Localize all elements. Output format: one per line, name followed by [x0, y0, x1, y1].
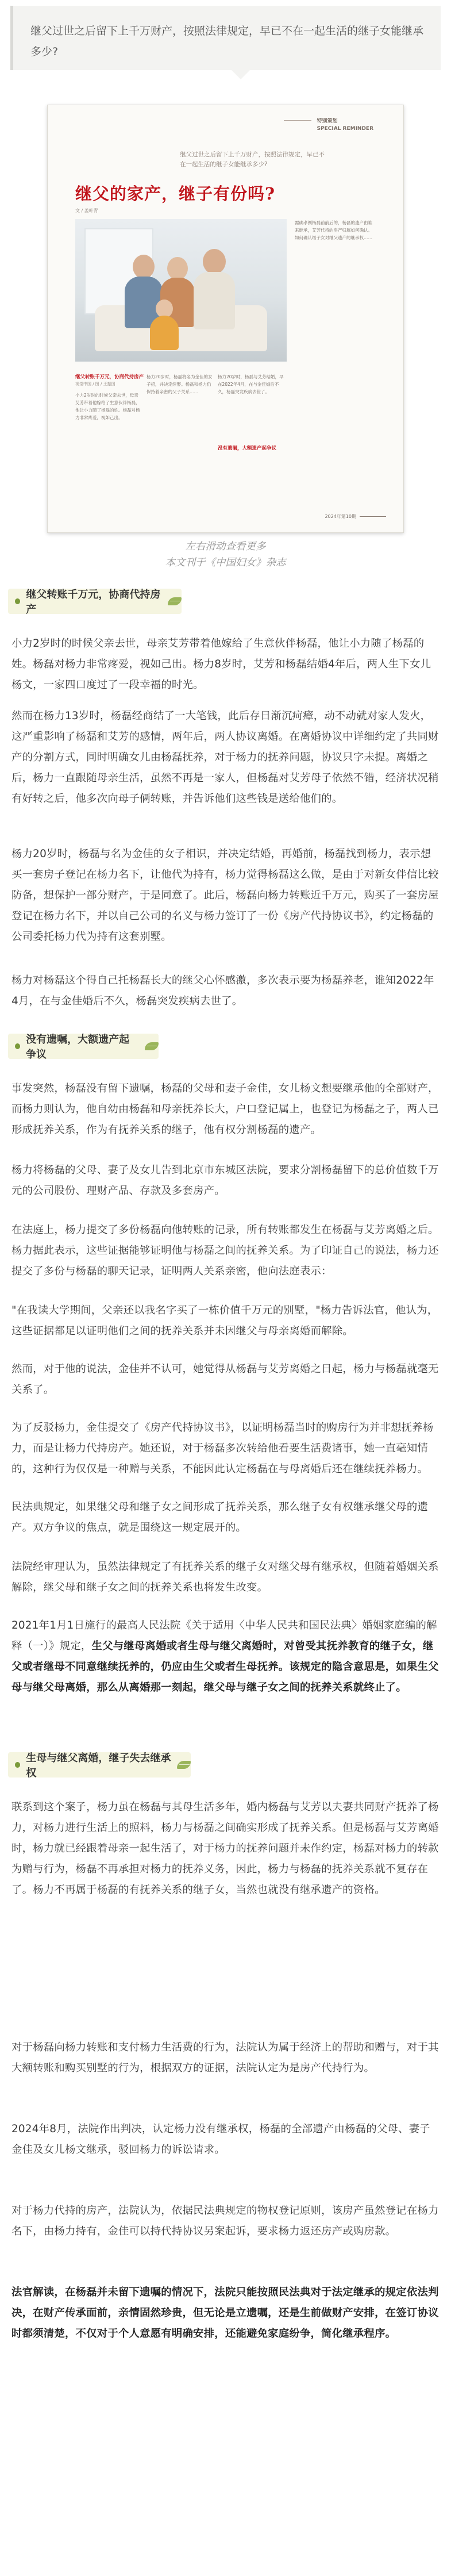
brand-rule — [284, 120, 311, 121]
quote-pointer — [232, 70, 250, 79]
leaf-icon — [168, 597, 182, 605]
person-body — [150, 316, 179, 350]
paragraph-6: 杨力将杨磊的父母、妻子及女儿告到北京市东城区法院，要求分割杨磊留下的总价值数千万元的公司股份、理财产品、存款及多套房产。 — [11, 1164, 439, 1197]
magazine-brand — [317, 118, 373, 133]
paragraph-17: 对于杨力代持的房产，法院认为，依据民法典规定的物权登记原则，该房产虽然登记在杨力名下，由杨力持有，金佳可以持代持协议另案起诉，要求杨力返还房产或购房款。 — [11, 2205, 439, 2237]
lead-quote-text: 继父过世之后留下上千万财产，按照法律规定，早已不在一起生活的继子女能继承多少? — [30, 25, 424, 58]
magazine-right-column: 需确孝例杨磊前前后的，杨磊的遗产由谁来继承，艾芳代持的房产归属如何确认。如何确认继子女对继父遗产的继承权…… — [295, 220, 372, 240]
footer-bar — [360, 516, 386, 517]
magazine-column-1: 小力2岁时的时候父亲去世，母亲艾芳带着他嫁给了生意伙伴杨磊，他让小力随了杨磊的姓。杨磊对杨力非常疼爱，视如己出。 — [75, 393, 140, 420]
paragraph-8: "在我读大学期间，父亲还以我名字买了一栋价值千万元的别墅，"杨力告诉法官，他认为，这些证据都足以证明他们之间的抚养关系并未因继父与母亲离婚而解除。 — [11, 1304, 438, 1337]
lead-quote — [10, 6, 441, 70]
section-title: 继父转账千万元，协商代持房产 — [26, 589, 161, 616]
paragraph-15: 对于杨磊向杨力转账和支付杨力生活费的行为，法院认为属于经济上的帮助和赠与，对于其大额转账和购买别墅的行为，根据双方的证据，法院认定为是房产代持行为。 — [11, 2041, 439, 2074]
paragraph-3: 杨力20岁时，杨磊与名为金佳的女子相识，并决定结婚，再婚前，杨磊找到杨力，表示想买一套房子登记在杨力名下，让他代为持有，杨力觉得杨磊这么做，是由于对新女伴信比较防备，想保护一部分财产，于是同意了。此后，杨磊向杨力转账近千万元，购买了一套房屋登记在杨力名下，并以自己公司的名义与杨力签订了一份《房产代持协议书》，约定杨磊的公司委托杨力代为持有这套别墅。 — [11, 848, 439, 943]
magazine-column-3: 杨力20岁时，杨磊与艾芳结婚，早在2022年4月，在与金佳婚后不久，杨磊突发疾病去世了。 — [218, 374, 284, 394]
brand-cn: 特别策划 — [317, 118, 338, 124]
paragraph-16: 2024年8月，法院作出判决，认定杨力没有继承权，杨磊的全部遗产由杨磊的父母、妻子金佳及女儿杨文继承，驳回杨力的诉讼请求。 — [11, 2123, 430, 2156]
paragraph-10: 为了反驳杨力，金佳提交了《房产代持协议书》，以证明杨磊当时的购房行为并非想抚养杨力，而是让杨力代持房产。她还说，对于杨磊多次转给他看要生活费诸事，她一直毫知情的，这种行为仅仅是一种赠与关系，不能因此认定杨磊在与母离婚后还在继续抚养杨力。 — [11, 1422, 434, 1475]
bullet-dot-icon — [15, 598, 20, 604]
section-heading-2 — [8, 1034, 159, 1059]
magazine-title: 继父的家产，继子有份吗? — [75, 184, 275, 204]
section-title: 没有遗嘱，大额遗产起争议 — [26, 1034, 130, 1061]
paragraph-18 — [11, 2282, 440, 2344]
paragraph-13-emphasis: 生父与继母离婚或者生母与继父离婚时，对曾受其抚养教育的继子女，继父或者继母不同意继续抚养的，仍应由生父或者生母抚养。该规定的隐含意思是，如果生父母与继父母离婚，那么从离婚那一刻起，继父母与继子女之间的抚养关系就终止了。 — [11, 1640, 439, 1694]
person-head — [133, 255, 155, 279]
section-heading-3 — [8, 1752, 191, 1778]
paragraph-13: 2021年1月1日施行的最高人民法院《关于适用〈中华人民共和国民法典〉婚姻家庭编的解释（一）》规定，生父与继母离婚或者生母与继父离婚时，对曾受其抚养教育的继子女，继父或者继母不同意继续抚养的，仍应由生父或者生母抚养。该规定的隐含意思是，如果生父母与继父母离婚，那么从离婚那一刻起，继父母与继子女之间的抚养关系就终止了。 — [11, 1619, 439, 1694]
paragraph-5: 事发突然，杨磊没有留下遗嘱，杨磊的父母和妻子金佳，女儿杨文想要继承他的全部财产，而杨力则认为，他自幼由杨磊和母亲抚养长大，户口登记属上，也登记为杨磊之子，两人已形成抚养关系，作为有抚养关系的继子，他有权分割杨磊的遗产。 — [11, 1082, 439, 1136]
magazine-subheading: 没有遗嘱，大额遗产起争议 — [218, 446, 277, 451]
footer-date-text: 2024年第10期 — [325, 514, 356, 519]
person-head — [167, 257, 188, 280]
magazine-footer-date — [325, 513, 386, 520]
magazine-column-2: 杨力20岁时，杨磊将名为金佳的女子招，并决定续娶。杨磊和杨力仍保持着亲密的父子关系…… — [147, 374, 213, 394]
paragraph-14: 联系到这个案子，杨力虽在杨磊与其母生活多年，婚内杨磊与艾芳以夫妻共同财产抚养了杨力，对杨力进行生活上的照料，杨力与杨磊之间确实形成了抚养关系。但是杨磊与艾芳离婚时，杨力就已经跟着母亲一起生活了，对于杨力的抚养问题并未作约定，杨磊对杨力的转款为赠与行为，杨磊不再承担对杨力的抚养义务，因此，杨力与杨磊的抚养关系就不复存在了。杨力不再属于杨磊的有抚养关系的继子女，当然也就没有继承遗产的资格。 — [11, 1801, 439, 1896]
paragraph-11: 民法典规定，如果继父母和继子女之间形成了抚养关系，那么继子女有权继承继父母的遗产。双方争议的焦点，就是围绕这一规定展开的。 — [11, 1501, 429, 1534]
paragraph-4: 杨力对杨磊这个得自己托杨磊长大的继父心怀感激，多次表示要为杨磊养老，谁知2022年4月，在与金佳婚后不久，杨磊突发疾病去世了。 — [11, 974, 434, 1007]
leaf-icon — [145, 1042, 159, 1050]
bullet-dot-icon — [15, 1043, 20, 1049]
paragraph-18-text: 法官解读，在杨磊并未留下遗嘱的情况下，法院只能按照民法典对于法定继承的规定依法判决，在财产传承面前，亲情固然珍贵，但无论是立遗嘱，还是生前做财产安排，在签订协议时都须清楚，不仅对于个人意愿有明确安排，还能避免家庭纷争，简化继承程序。 — [11, 2286, 439, 2340]
section-heading-1 — [8, 589, 182, 614]
photo-caption-title: 继父转账千万元，协商代持房产 — [75, 374, 144, 380]
paragraph-2: 然而在杨力13岁时，杨磊经商结了一大笔钱，此后存日渐沉疴瘴，动不动就对家人发火，这严重影响了杨磊和艾芳的感情，两年后，两人协议离婚。在离婚协议中详细约定了共同财产的分割方式，同时明确女儿由杨磊抚养，对于杨力的抚养问题，协议只字未提。离婚之后，杨力一直跟随母亲生活，虽然不再是一家人，但杨磊对艾芳母子依然不错，经济状况稍有好转之后，他多次向母子俩转账，并告诉他们这些钱是送给他们的。 — [11, 710, 439, 805]
family-photo — [75, 219, 287, 362]
paragraph-7: 在法庭上，杨力提交了多份杨磊向他转账的记录，所有转账都发生在杨磊与艾芳离婚之后。杨力据此表示，这些证据能够证明他与杨磊之间的抚养关系。为了印证自己的说法，杨力还提交了多份与杨磊的聊天记录，证明两人关系亲密，他向法庭表示： — [11, 1224, 439, 1277]
photo-caption-sub: 视觉中国 / 图 / 王振国 — [75, 382, 115, 386]
paragraph-1: 小力2岁时的时候父亲去世，母亲艾芳带着他嫁给了生意伙伴杨磊，他让小力随了杨磊的姓。杨磊对杨力非常疼爱，视如己出。杨力8岁时，艾芳和杨磊结婚4年后，两人生下女儿杨文，一家四口度过了一段幸福的时光。 — [11, 638, 431, 691]
brand-en: SPECIAL REMINDER — [317, 126, 373, 132]
person-head — [203, 249, 226, 274]
section-title: 生母与继父离婚，继子失去继承权 — [26, 1752, 171, 1779]
paragraph-12: 法院经审理认为，虽然法律规定了有抚养关系的继子女对继父母有继承权，但随着婚姻关系解除，继父母和继子女之间的抚养关系也将发生改变。 — [11, 1561, 439, 1594]
paragraph-9: 然而，对于他的说法，金佳并不认可，她觉得从杨磊与艾芳离婚之日起，杨力与杨磊就毫无关系了。 — [11, 1363, 439, 1396]
leaf-icon — [177, 1761, 191, 1769]
magazine-author: 文 / 姜叶青 — [75, 208, 98, 213]
magazine-lead: 继父过世之后留下上千万财产，按照法律规定，早已不在一起生活的继子女能继承多少? — [180, 151, 325, 168]
slide-hint: 左右滑动查看更多 — [185, 541, 266, 552]
bullet-dot-icon — [15, 1762, 20, 1768]
person-body — [194, 272, 235, 329]
magazine-page-image[interactable] — [47, 105, 404, 533]
source-note: 本文刊于《中国妇女》杂志 — [165, 557, 286, 569]
